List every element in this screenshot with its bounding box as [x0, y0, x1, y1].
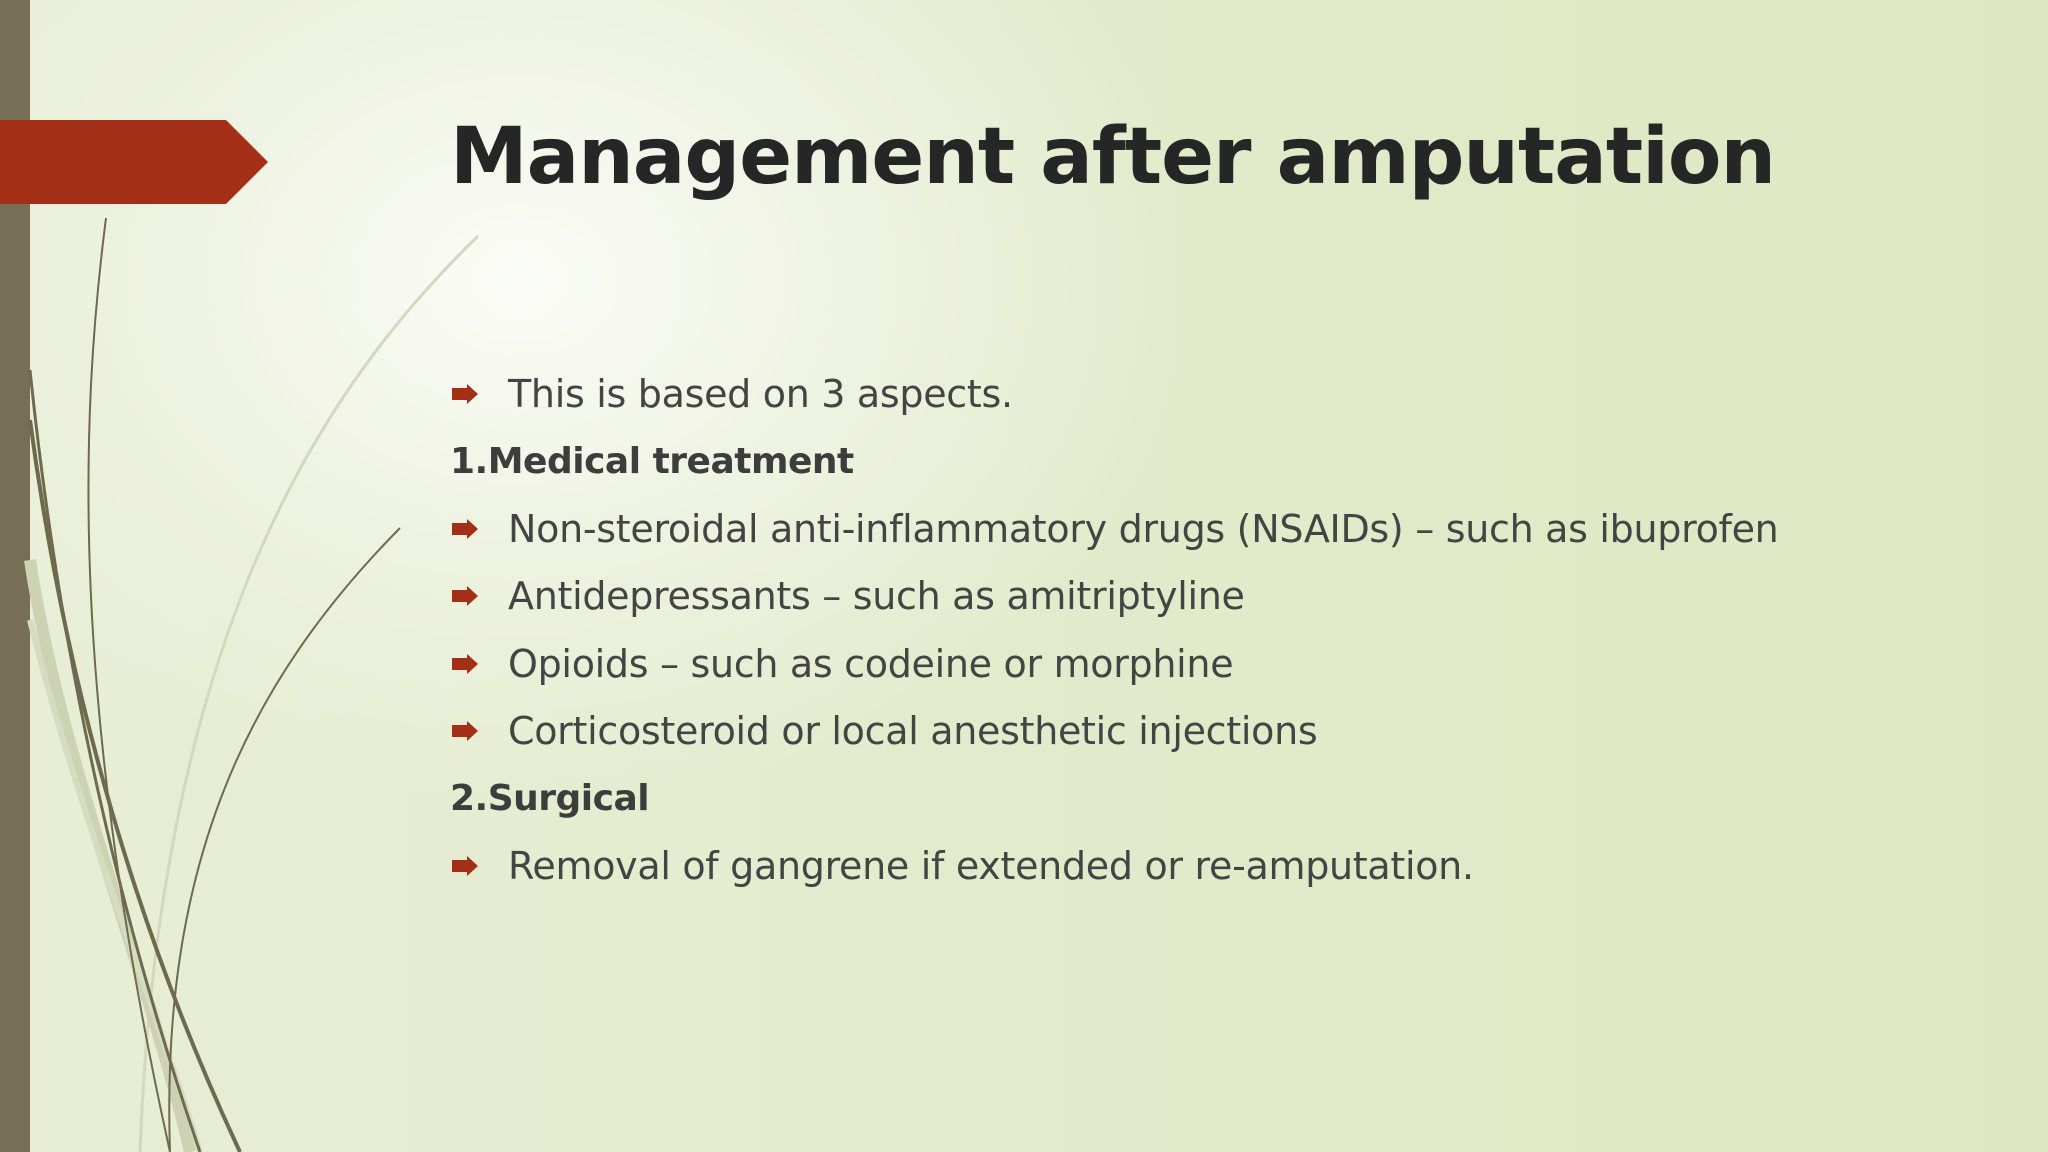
bullet-item: [450, 698, 1990, 766]
decor-curve-4: [169, 528, 400, 1152]
title-marker-arrow: [0, 120, 268, 204]
bullet-item: [450, 360, 1990, 428]
arrow-bullet-icon: [450, 519, 508, 539]
bullet-text: Opioids – such as codeine or morphine: [508, 641, 1234, 686]
bullet-item: [450, 563, 1990, 631]
arrow-bullet-icon: [450, 384, 508, 404]
decor-curve-2: [30, 370, 200, 1152]
section-heading: [450, 428, 1990, 496]
bullet-text: Non-steroidal anti-inflammatory drugs (NSAIDs) – such as ibuprofen: [508, 506, 1779, 551]
decor-curve-faint-1: [140, 236, 478, 1152]
section-heading-text: 2.Surgical: [450, 778, 650, 820]
bullet-text: Corticosteroid or local anesthetic injections: [508, 709, 1318, 754]
bullet-item: [450, 833, 1990, 901]
bullet-text: Antidepressants – such as amitriptyline: [508, 574, 1245, 619]
bullet-text: Removal of gangrene if extended or re-amputation.: [508, 844, 1474, 889]
section-heading-text: 1.Medical treatment: [450, 440, 854, 482]
bullet-item: [450, 495, 1990, 563]
arrow-bullet-icon: [450, 721, 508, 741]
arrow-bullet-icon: [450, 856, 508, 876]
decorative-curves: [0, 0, 520, 1152]
bullet-text: This is based on 3 aspects.: [508, 371, 1013, 416]
decor-curve-faint-2: [30, 560, 190, 1152]
decor-curve-1: [88, 218, 170, 1152]
slide-body: [450, 360, 1990, 900]
slide-title: Management after amputation: [450, 112, 1776, 202]
section-heading: [450, 765, 1990, 833]
arrow-bullet-icon: [450, 654, 508, 674]
arrow-bullet-icon: [450, 586, 508, 606]
bullet-item: [450, 630, 1990, 698]
decor-curve-3: [30, 420, 240, 1152]
